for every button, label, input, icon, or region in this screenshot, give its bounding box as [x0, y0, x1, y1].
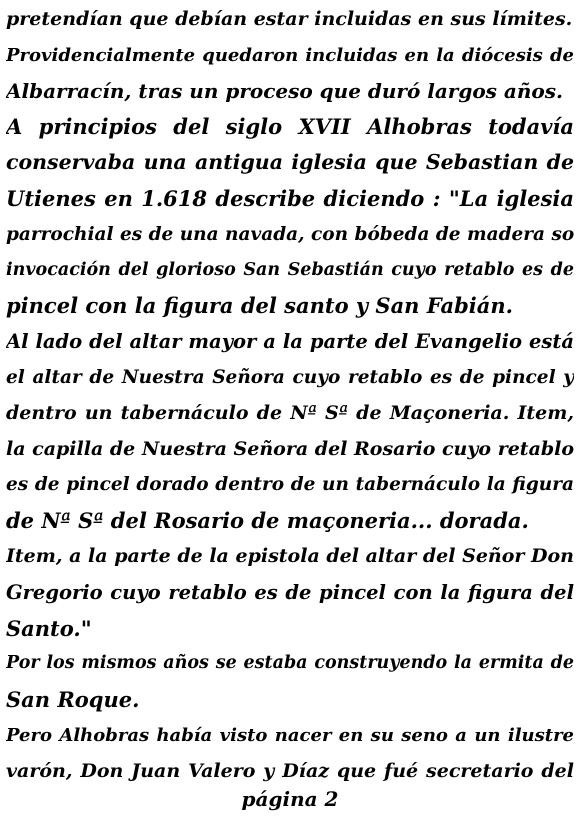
- text-line: Por los mismos años se estaba construyendo la ermita de: [6, 653, 574, 674]
- body-text: [6, 2, 574, 790]
- text-line: Albarracín, tras un proceso que duró largos años.: [6, 78, 563, 103]
- text-line: es de pincel dorado dentro de un tabernáculo la figura: [6, 474, 574, 496]
- text-line: el altar de Nuestra Señora cuyo retablo es de pincel y: [6, 366, 574, 388]
- text-line: Al lado del altar mayor a la parte del Evangelio está: [6, 330, 574, 354]
- text-line: Providencialmente quedaron incluidas en la diócesis de: [6, 44, 574, 66]
- text-line: Pero Alhobras había visto nacer en su seno a un ilustre: [6, 724, 574, 746]
- text-line: de Nª Sª del Rosario de maçoneria... dorada.: [6, 508, 529, 534]
- text-line: conservaba una antigua iglesia que Sebastian de: [6, 150, 574, 175]
- text-line: invocación del glorioso San Sebastián cuyo retablo es de: [6, 259, 574, 280]
- text-line: Gregorio cuyo retablo es de pincel con la figura del: [6, 580, 574, 604]
- text-line: pincel con la figura del santo y San Fabián.: [6, 293, 513, 319]
- text-line: A principios del siglo XVII Alhobras todavía: [6, 114, 574, 140]
- text-line: Santo.": [6, 615, 92, 641]
- text-line: pretendían que debían estar incluidas en sus límites.: [6, 8, 573, 30]
- text-line: varón, Don Juan Valero y Díaz que fué secretario del: [6, 759, 574, 782]
- text-line: dentro un tabernáculo de Nª Sª de Maçoneria. Item,: [6, 401, 574, 424]
- page-number: página 2: [241, 787, 339, 811]
- text-line: parrochial es de una navada, con bóbeda de madera so: [6, 223, 574, 245]
- text-line: San Roque.: [6, 687, 140, 713]
- text-line: Utienes en 1.618 describe diciendo : "La iglesia: [6, 185, 574, 211]
- text-line: la capilla de Nuestra Señora del Rosario cuyo retablo: [6, 437, 574, 460]
- text-line: Item, a la parte de la epistola del altar del Señor Don: [6, 544, 574, 567]
